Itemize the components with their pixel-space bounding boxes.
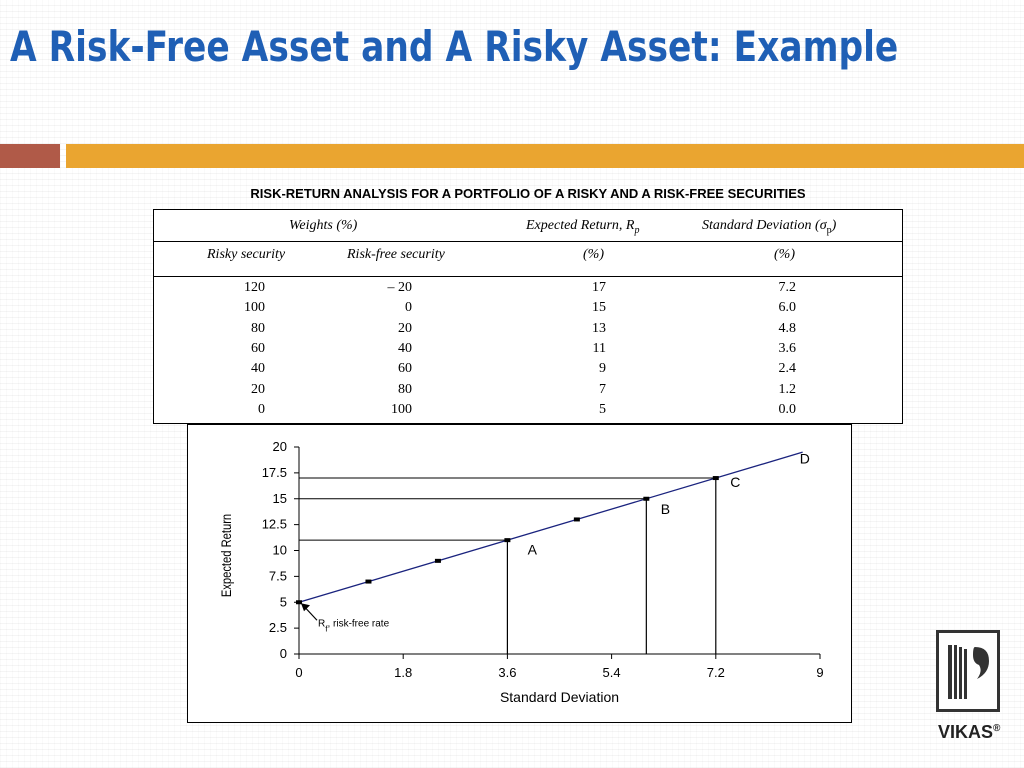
y-tick-label: 17.5: [261, 464, 287, 480]
data-point: [365, 580, 371, 584]
x-tick-label: 9: [816, 665, 824, 680]
data-point: [504, 538, 510, 542]
point-label-b: B: [660, 501, 671, 518]
x-tick-label: 7.2: [706, 665, 725, 680]
data-point: [713, 476, 719, 480]
cell-sd: 2.4: [778, 361, 796, 377]
cell-riskfree: 60: [398, 361, 412, 377]
cml-chart: [188, 425, 848, 719]
point-label-d: D: [799, 450, 810, 467]
y-tick-label: 10: [272, 542, 287, 558]
cell-risky: 40: [251, 361, 265, 377]
data-point: [435, 559, 441, 563]
column-risky-security: Risky security: [207, 247, 286, 262]
x-axis-label: Standard Deviation: [499, 689, 620, 705]
risk-return-table: [153, 209, 903, 424]
subheader-divider: [154, 276, 902, 277]
rf-arrow-head: [301, 603, 310, 611]
cell-sd: 0.0: [778, 401, 796, 417]
cell-riskfree: 100: [391, 401, 412, 417]
column-sd-unit: (%): [774, 247, 795, 262]
vikas-logo: [936, 630, 1000, 712]
data-point: [643, 497, 649, 501]
cell-return: 17: [592, 280, 606, 295]
rf-label: $R_f$, risk-free rate: [318, 618, 390, 633]
y-tick-label: 5: [279, 594, 287, 610]
cell-riskfree: 80: [398, 381, 412, 397]
y-axis-label: Expected Return: [218, 513, 235, 598]
cell-return: 9: [599, 361, 606, 377]
cell-risky: 100: [244, 300, 265, 316]
slide-title: A Risk-Free Asset and A Risky Asset: Example: [10, 22, 899, 71]
cell-return: 13: [592, 320, 606, 336]
x-tick-label: 1.8: [394, 665, 413, 680]
accent-bar-right: [66, 144, 1024, 168]
cell-sd: 7.2: [778, 280, 796, 295]
chart-container: [187, 424, 852, 723]
column-return-unit: (%): [583, 247, 604, 262]
header-weights: Weights (%): [289, 218, 358, 233]
cell-risky: 80: [251, 320, 265, 336]
cell-riskfree: 0: [405, 300, 412, 316]
cell-return: 15: [592, 300, 606, 316]
book-icon: [939, 633, 997, 709]
x-tick-label: 0: [295, 665, 303, 680]
x-tick-label: 3.6: [498, 665, 517, 680]
column-risk-free-security: Risk-free security: [347, 247, 445, 262]
cell-riskfree: 40: [398, 340, 412, 356]
y-tick-label: 2.5: [268, 620, 287, 636]
cell-risky: 120: [244, 280, 265, 295]
point-label-a: A: [527, 541, 538, 558]
data-point: [574, 517, 580, 521]
header-divider: [154, 241, 902, 242]
capital-market-line: [299, 452, 803, 602]
cell-return: 11: [592, 340, 606, 356]
y-tick-label: 12.5: [261, 516, 287, 532]
cell-sd: 6.0: [778, 300, 796, 316]
header-standard-deviation: Standard Deviation $(\sigma_p)$: [702, 218, 837, 236]
cell-return: 7: [599, 381, 606, 397]
cell-riskfree: – 20: [387, 280, 412, 295]
cell-risky: 60: [251, 340, 265, 356]
y-tick-label: 15: [272, 490, 287, 506]
cell-sd: 1.2: [778, 381, 796, 397]
point-label-c: C: [730, 474, 741, 491]
data-point: [296, 600, 302, 604]
y-tick-label: 20: [272, 439, 287, 454]
table-caption: RISK-RETURN ANALYSIS FOR A PORTFOLIO OF A RISKY AND A RISK-FREE SECURITIES: [250, 186, 806, 201]
cell-risky: 20: [251, 381, 265, 397]
accent-bar-left: [0, 144, 60, 168]
y-tick-label: 0: [279, 646, 287, 661]
cell-sd: 3.6: [778, 340, 796, 356]
header-expected-return: Expected Return, $R_p$: [526, 218, 640, 236]
cell-risky: 0: [258, 401, 265, 417]
cell-return: 5: [599, 401, 606, 417]
x-tick-label: 5.4: [602, 665, 621, 680]
cell-riskfree: 20: [398, 320, 412, 336]
vikas-logo-text: VIKAS®: [938, 722, 1001, 742]
y-tick-label: 7.5: [268, 568, 287, 584]
cell-sd: 4.8: [778, 320, 796, 336]
